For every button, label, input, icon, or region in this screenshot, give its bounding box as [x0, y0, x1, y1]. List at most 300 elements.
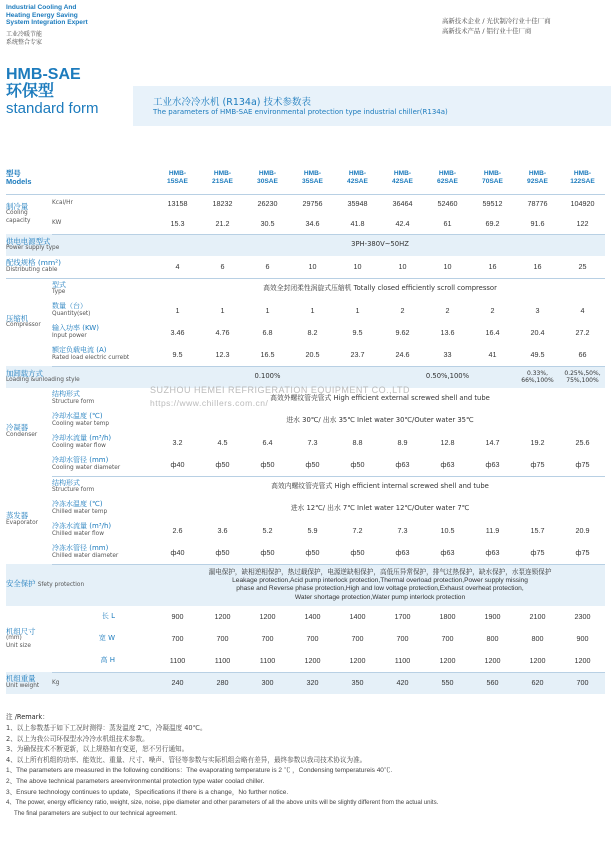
pipe-cn: 冷却水管径 (mm)	[52, 456, 109, 465]
model-prefix: HMB-	[213, 170, 232, 178]
cell: ф50	[335, 542, 380, 564]
qty-en: Quantity(set)	[52, 311, 91, 317]
cell: 24.6	[380, 344, 425, 366]
power-supply-label	[6, 234, 155, 256]
flow-cn: 冷冻水流量 (m³/h)	[52, 522, 112, 531]
pipe-cn: 冷冻水管径 (mm)	[52, 544, 109, 553]
cell: 1200	[214, 612, 231, 622]
cell: 1	[175, 306, 180, 316]
cur-cn: 额定负载电流 (A)	[52, 346, 107, 355]
loading-label-en: Loading &unloading style	[6, 377, 80, 384]
slogan-en-line-1: Industrial Cooling And	[6, 4, 77, 11]
power-supply-row	[6, 234, 605, 256]
cell: 20.4	[530, 328, 545, 338]
cell: ф63	[380, 542, 425, 564]
compressor-type-value: 高效全封闭柔性涡旋式压缩机 Totally closed efficiently scroll compressor	[263, 284, 497, 293]
cell: 25	[560, 256, 605, 278]
model-suffix: 42SAE	[392, 177, 413, 185]
unit-size-label	[6, 606, 52, 672]
condenser-flow-row	[6, 432, 605, 454]
model-type-cn: 环保型	[6, 83, 55, 100]
cell: 41	[470, 344, 515, 366]
cell: 20.9	[575, 526, 590, 536]
model-suffix: 21SAE	[212, 177, 233, 185]
cell: ф50	[200, 454, 245, 476]
cell: 6.4	[262, 438, 273, 448]
evaporator-structure-row	[6, 476, 605, 498]
weight-unit	[52, 672, 155, 694]
cell: 33	[425, 344, 470, 366]
cell: 1700	[394, 612, 411, 622]
condenser-temp-row	[6, 410, 605, 432]
model-header	[335, 162, 380, 194]
cell: 4.5	[217, 438, 228, 448]
qty-cn: 数量（台）	[52, 302, 87, 311]
remark-en-2: 2、The above technical parameters areenvironmental protection type water coolad chiller.	[6, 777, 265, 785]
remark-en-1: 1、The parameters are measured in the following conditions：The evaporating temperature is 2 ℃ ，Condensing temperatureis 40℃.	[6, 766, 393, 774]
cell: 69.2	[470, 214, 515, 234]
cell: 620	[515, 672, 560, 694]
cell: 122	[560, 214, 605, 234]
evaporator-label-en: Evaporator	[6, 520, 39, 526]
model-title	[6, 66, 99, 117]
condenser-temp-value: 进水 30℃/ 出水 35℃ Inlet water 30℃/Outer water 35℃	[286, 416, 474, 425]
model-suffix: 35SAE	[302, 177, 323, 185]
temp-cn: 冷却水温度 (℃)	[52, 412, 103, 421]
model-type-en: standard form	[6, 100, 99, 117]
loading-label	[6, 366, 155, 388]
safety-value	[155, 564, 605, 606]
pipe-en: Cooling water diameter	[52, 464, 121, 471]
remark-en-5: The final parameters are subject to our technical agreement.	[14, 810, 177, 818]
condenser-pipe-label	[52, 454, 155, 476]
compressor-label	[6, 278, 52, 366]
model-suffix: 42SAE	[347, 177, 368, 185]
loading-value-3b: 66%,100%	[521, 377, 554, 385]
length-label	[52, 606, 155, 628]
struct-en: Structure form	[52, 487, 95, 494]
cell: 10	[290, 256, 335, 278]
temp-en: Chilled water temp	[52, 509, 108, 515]
cell: 30.5	[245, 214, 290, 234]
models-label	[6, 162, 155, 194]
cell: 4	[155, 256, 200, 278]
safety-label	[6, 564, 155, 606]
model-prefix: HMB-	[393, 170, 412, 178]
slogan-cn-line-1: 工业冷暖节能	[6, 31, 43, 38]
cell: 2.6	[172, 526, 183, 536]
cell: 700	[351, 634, 364, 644]
evaporator-label-cn: 蒸发器	[6, 511, 29, 521]
kcal-unit	[52, 194, 155, 214]
cell: ф40	[155, 454, 200, 476]
honors-tagline	[442, 16, 550, 36]
remark-cn-3: 3、为确保技术不断更新，以上规格如有变更，恕不另行通知。	[6, 745, 189, 754]
evaporator-flow-row	[6, 520, 605, 542]
condenser-flow-label	[52, 432, 155, 454]
model-prefix: HMB-	[438, 170, 457, 178]
cooling-kw-row	[6, 214, 605, 234]
cell: 800	[486, 634, 499, 644]
cable-label-cn: 配线规格 (mm²)	[6, 258, 62, 268]
model-header	[200, 162, 245, 194]
cell: 1200	[259, 612, 276, 622]
cell: 800	[531, 634, 544, 644]
watermark-company: SUZHOU HEMEI REFRIGERATION EQUIPMENT CO.,LTD	[150, 385, 411, 395]
loading-value-3a: 0.33%,	[527, 370, 548, 378]
cell: 1400	[304, 612, 321, 622]
flow-en: Chilled water flow	[52, 531, 104, 537]
compressor-type-label	[52, 278, 155, 300]
cell: 4.76	[215, 328, 230, 338]
evaporator-pipe-row	[6, 542, 605, 564]
kw-unit	[52, 214, 155, 234]
evaporator-temp-value: 进水 12℃/ 出水 7℃ Inlet water 12℃/Outer water 7℃	[290, 504, 470, 513]
cell: 12.8	[440, 438, 455, 448]
model-prefix: HMB-	[168, 170, 187, 178]
cur-en: Rated load electric currebt	[52, 354, 130, 361]
loading-value-4a: 0.25%,50%,	[564, 370, 601, 378]
temp-en: Cooling water temp	[52, 421, 110, 427]
condenser-label-en: Condenser	[6, 432, 38, 438]
safety-line-4: Water shortage protection,Water pump interlock protection	[294, 593, 466, 601]
cell: 280	[200, 672, 245, 694]
unit-size-cn: 机组尺寸	[6, 626, 36, 636]
pipe-en: Chilled water diameter	[52, 552, 119, 559]
cell: 7.2	[352, 526, 363, 536]
evaporator-temp-row	[6, 498, 605, 520]
cell: 300	[245, 672, 290, 694]
model-prefix: HMB-	[348, 170, 367, 178]
model-suffix: 70SAE	[482, 177, 503, 185]
remarks-section	[6, 712, 606, 820]
safety-line-2: Leakage protection,Acid pump interlock protection,Thermal overload protection,Power supply missing	[232, 576, 528, 584]
safety-label-en: Sfety protection	[37, 582, 85, 589]
cell: 1200	[560, 650, 605, 672]
cell: 10	[425, 256, 470, 278]
cell: 16.4	[485, 328, 500, 338]
model-header	[155, 162, 200, 194]
kw-unit-text: KW	[52, 219, 62, 226]
cell: 61	[425, 214, 470, 234]
loading-value-4b: 75%,100%	[566, 377, 599, 385]
cell: 1100	[380, 650, 425, 672]
condenser-structure-value: 高效外螺纹管壳管式 High efficient external screwed shell and tube	[270, 394, 490, 403]
cell: 1900	[484, 612, 501, 622]
slogan-cn-line-2: 系统整合专家	[6, 39, 43, 46]
remark-cn-2: 2、以上为我公司环保型水冷冷水机组技术参数。	[6, 734, 149, 743]
length-label-text: 长 L	[101, 612, 115, 621]
cell: 6	[245, 256, 290, 278]
company-slogan-cn	[6, 31, 42, 47]
cell: ф75	[515, 542, 560, 564]
cell: 1	[310, 306, 315, 316]
cooling-label-en1: Cooling	[6, 210, 28, 217]
cell: ф63	[470, 542, 515, 564]
kcal-unit-text: Kcal/Hr	[52, 200, 73, 207]
condenser-label	[6, 388, 52, 476]
flow-en: Cooling water flow	[52, 443, 106, 449]
condenser-label-cn: 冷凝器	[6, 423, 29, 433]
cell: 16	[515, 256, 560, 278]
temp-cn: 冷冻水温度 (℃)	[52, 500, 103, 509]
watermark-url: https://www.chillers.com.cn/	[150, 398, 269, 408]
cell: ф50	[290, 454, 335, 476]
cell: 1200	[290, 650, 335, 672]
cell: 6	[200, 256, 245, 278]
height-label	[52, 650, 155, 672]
height-label-text: 高 H	[100, 655, 115, 664]
compressor-power-label	[52, 322, 155, 344]
cell: 900	[171, 612, 184, 622]
remark-en-3: 3、Ensure technology continues to update，Specifications if there is a change，No further notice.	[6, 788, 289, 796]
banner-title-en: The parameters of HMB-SAE environmental protection type industrial chiller(R134a)	[153, 108, 448, 116]
evaporator-label	[6, 476, 52, 564]
cooling-kcal-row	[6, 194, 605, 214]
cell: ф40	[155, 542, 200, 564]
cell: 700	[261, 634, 274, 644]
model-header	[425, 162, 470, 194]
cell: 59512	[482, 199, 503, 209]
model-header	[560, 162, 605, 194]
cell: 1400	[349, 612, 366, 622]
width-label-text: 宽 W	[98, 634, 115, 643]
cell: ф75	[515, 454, 560, 476]
loading-value-3	[515, 366, 560, 388]
model-suffix: 62SAE	[437, 177, 458, 185]
pow-en: Input power	[52, 333, 87, 339]
models-label-cn: 型号	[6, 169, 21, 179]
cell: 78776	[527, 199, 548, 209]
cell: 700	[396, 634, 409, 644]
compressor-current-label	[52, 344, 155, 366]
cell: ф63	[425, 454, 470, 476]
cell: ф50	[245, 454, 290, 476]
cell: ф75	[560, 454, 605, 476]
cable-label	[6, 256, 155, 278]
power-label-cn: 供电电源型式	[6, 236, 51, 246]
safety-line-1: 漏电保护，缺相逆相保护，热过载保护，电源逆缺相保护，高低压异常保护，排气过热保护，缺水保护，水泵连锁保护	[208, 568, 552, 577]
cell: 104920	[570, 199, 595, 209]
cell: 14.7	[485, 438, 500, 448]
cell: 4	[580, 306, 585, 316]
cell: 700	[171, 634, 184, 644]
cell: 26230	[257, 199, 278, 209]
condenser-structure-label	[52, 388, 155, 410]
model-suffix: 15SAE	[167, 177, 188, 185]
cell: ф63	[425, 542, 470, 564]
pow-cn: 输入功率 (KW)	[52, 324, 99, 333]
cell: 1800	[439, 612, 456, 622]
evaporator-flow-label	[52, 520, 155, 542]
cell: 34.6	[290, 214, 335, 234]
cell: 8.2	[307, 328, 318, 338]
loading-value-2: 0.50%,100%	[380, 366, 515, 388]
cell: 18232	[212, 199, 233, 209]
cell: ф75	[560, 542, 605, 564]
cell: 3.46	[170, 328, 185, 338]
cell: 8.9	[397, 438, 408, 448]
unit-size-mm: (mm)	[6, 635, 22, 642]
dims-height-row	[6, 650, 605, 672]
cell: 9.5	[155, 344, 200, 366]
cell: 2	[445, 306, 450, 316]
honors-line-2: 高新技术产品 / 铝行业十佳厂商	[442, 27, 532, 35]
evaporator-pipe-label	[52, 542, 155, 564]
cell: 52460	[437, 199, 458, 209]
model-suffix: 92SAE	[527, 177, 548, 185]
models-row	[6, 162, 605, 194]
model-prefix: HMB-	[483, 170, 502, 178]
cell: 9.5	[352, 328, 363, 338]
cell: 1	[265, 306, 270, 316]
cell: 320	[290, 672, 335, 694]
cell: 19.2	[530, 438, 545, 448]
model-header	[470, 162, 515, 194]
cell: 41.8	[335, 214, 380, 234]
type-en: Type	[52, 289, 66, 296]
compressor-current-row	[6, 344, 605, 366]
cooling-capacity-label	[6, 194, 52, 234]
cell: 3.2	[172, 438, 183, 448]
cell: 350	[335, 672, 380, 694]
cell: 1	[220, 306, 225, 316]
cell: 1100	[155, 650, 200, 672]
model-header	[380, 162, 425, 194]
condenser-temp-label	[52, 410, 155, 432]
cell: 700	[216, 634, 229, 644]
struct-cn: 结构形式	[52, 390, 80, 399]
cell: 900	[576, 634, 589, 644]
cell: 15.3	[155, 214, 200, 234]
compressor-label-cn: 压缩机	[6, 313, 29, 323]
cell: 49.5	[515, 344, 560, 366]
cell: 23.7	[335, 344, 380, 366]
cell: 36464	[392, 199, 413, 209]
honors-line-1: 高新技术企业 / 光伏制冷行业十佳厂商	[442, 17, 551, 25]
cell: 1	[355, 306, 360, 316]
cell: 1200	[515, 650, 560, 672]
cell: 27.2	[575, 328, 590, 338]
cell: 10	[335, 256, 380, 278]
cell: 1200	[335, 650, 380, 672]
cell: 10	[380, 256, 425, 278]
cell: 6.8	[262, 328, 273, 338]
flow-cn: 冷却水流量 (m³/h)	[52, 434, 112, 443]
cell: 29756	[302, 199, 323, 209]
power-label-en: Power supply type	[6, 245, 60, 252]
power-supply-value: 3PH-380V~50HZ	[155, 234, 605, 256]
slogan-en-line-3: System Integration Expert	[6, 19, 88, 27]
cell: ф50	[200, 542, 245, 564]
loading-value-1: 0.100%	[155, 366, 380, 388]
cell: 5.2	[262, 526, 273, 536]
cable-label-en: Distributing cable	[6, 266, 58, 273]
cell: 2300	[574, 612, 591, 622]
cell: 7.3	[397, 526, 408, 536]
struct-cn: 结构形式	[52, 478, 80, 487]
spec-table	[6, 162, 605, 694]
cable-row	[6, 256, 605, 278]
model-prefix: HMB-	[573, 170, 592, 178]
model-prefix: HMB-	[303, 170, 322, 178]
cell: 13158	[167, 199, 188, 209]
cell: 240	[155, 672, 200, 694]
weight-row	[6, 672, 605, 694]
cell: 560	[470, 672, 515, 694]
loading-value-4	[560, 366, 605, 388]
cell: ф50	[245, 542, 290, 564]
cooling-label-en2: capacity	[6, 218, 31, 225]
cell: 1200	[470, 650, 515, 672]
model-header	[290, 162, 335, 194]
slogan-en-line-2: Heating Energy Saving	[6, 11, 78, 19]
cell: 700	[306, 634, 319, 644]
cell: 2	[400, 306, 405, 316]
model-suffix: 122SAE	[570, 177, 595, 185]
table-title-banner	[133, 86, 611, 126]
cell: 1100	[200, 650, 245, 672]
cell: 35948	[347, 199, 368, 209]
company-slogan-en	[6, 4, 166, 27]
compressor-qty-row	[6, 300, 605, 322]
cell: 25.6	[575, 438, 590, 448]
remarks-title: 注 /Remark：	[6, 713, 49, 721]
cell: 10.5	[440, 526, 455, 536]
cell: 42.4	[380, 214, 425, 234]
compressor-power-row	[6, 322, 605, 344]
cell: 13.6	[440, 328, 455, 338]
safety-row	[6, 564, 605, 606]
evaporator-structure-value: 高效内螺纹管壳管式 High efficient internal screwed shell and tube	[271, 482, 489, 491]
banner-title-cn: 工业水冷冷水机 (R134a) 技术参数表	[153, 97, 312, 108]
evaporator-temp-label	[52, 498, 155, 520]
compressor-qty-label	[52, 300, 155, 322]
loading-label-cn: 加卸载方式	[6, 368, 43, 378]
weight-label-cn: 机组重量	[6, 674, 36, 684]
condenser-pipe-row	[6, 454, 605, 476]
weight-label	[6, 672, 52, 694]
model-prefix: HMB-	[528, 170, 547, 178]
model-suffix: 30SAE	[257, 177, 278, 185]
cell: ф50	[290, 542, 335, 564]
model-prefix: HMB-	[258, 170, 277, 178]
weight-label-en: Unit weight	[6, 683, 40, 689]
cell: 1200	[425, 650, 470, 672]
struct-en: Structure form	[52, 399, 95, 405]
cell: ф63	[380, 454, 425, 476]
cell: 11.9	[485, 526, 500, 536]
cell: 9.62	[395, 328, 410, 338]
cell: 700	[560, 672, 605, 694]
cell: 15.7	[530, 526, 545, 536]
evaporator-structure-label	[52, 476, 155, 498]
dims-length-row	[6, 606, 605, 628]
model-header	[245, 162, 290, 194]
cell: 3	[535, 306, 540, 316]
cell: 700	[441, 634, 454, 644]
remark-cn-1: 1、以上参数基于如下工况时测得：蒸发温度 2℃，冷凝温度 40℃。	[6, 723, 207, 732]
compressor-label-en: Compressor	[6, 322, 41, 329]
width-label	[52, 628, 155, 650]
cell: 2	[490, 306, 495, 316]
cell: 3.6	[217, 526, 228, 536]
cell: ф50	[335, 454, 380, 476]
weight-unit-text: Kg	[52, 679, 60, 686]
model-code: HMB-SAE	[6, 66, 81, 83]
cell: 2100	[529, 612, 546, 622]
remark-en-4: 4、The power, energy efficiency ratio, weight, size, noise, pipe diameter and other parameters of all the above units will be slightly different from the actual units.	[6, 799, 439, 807]
